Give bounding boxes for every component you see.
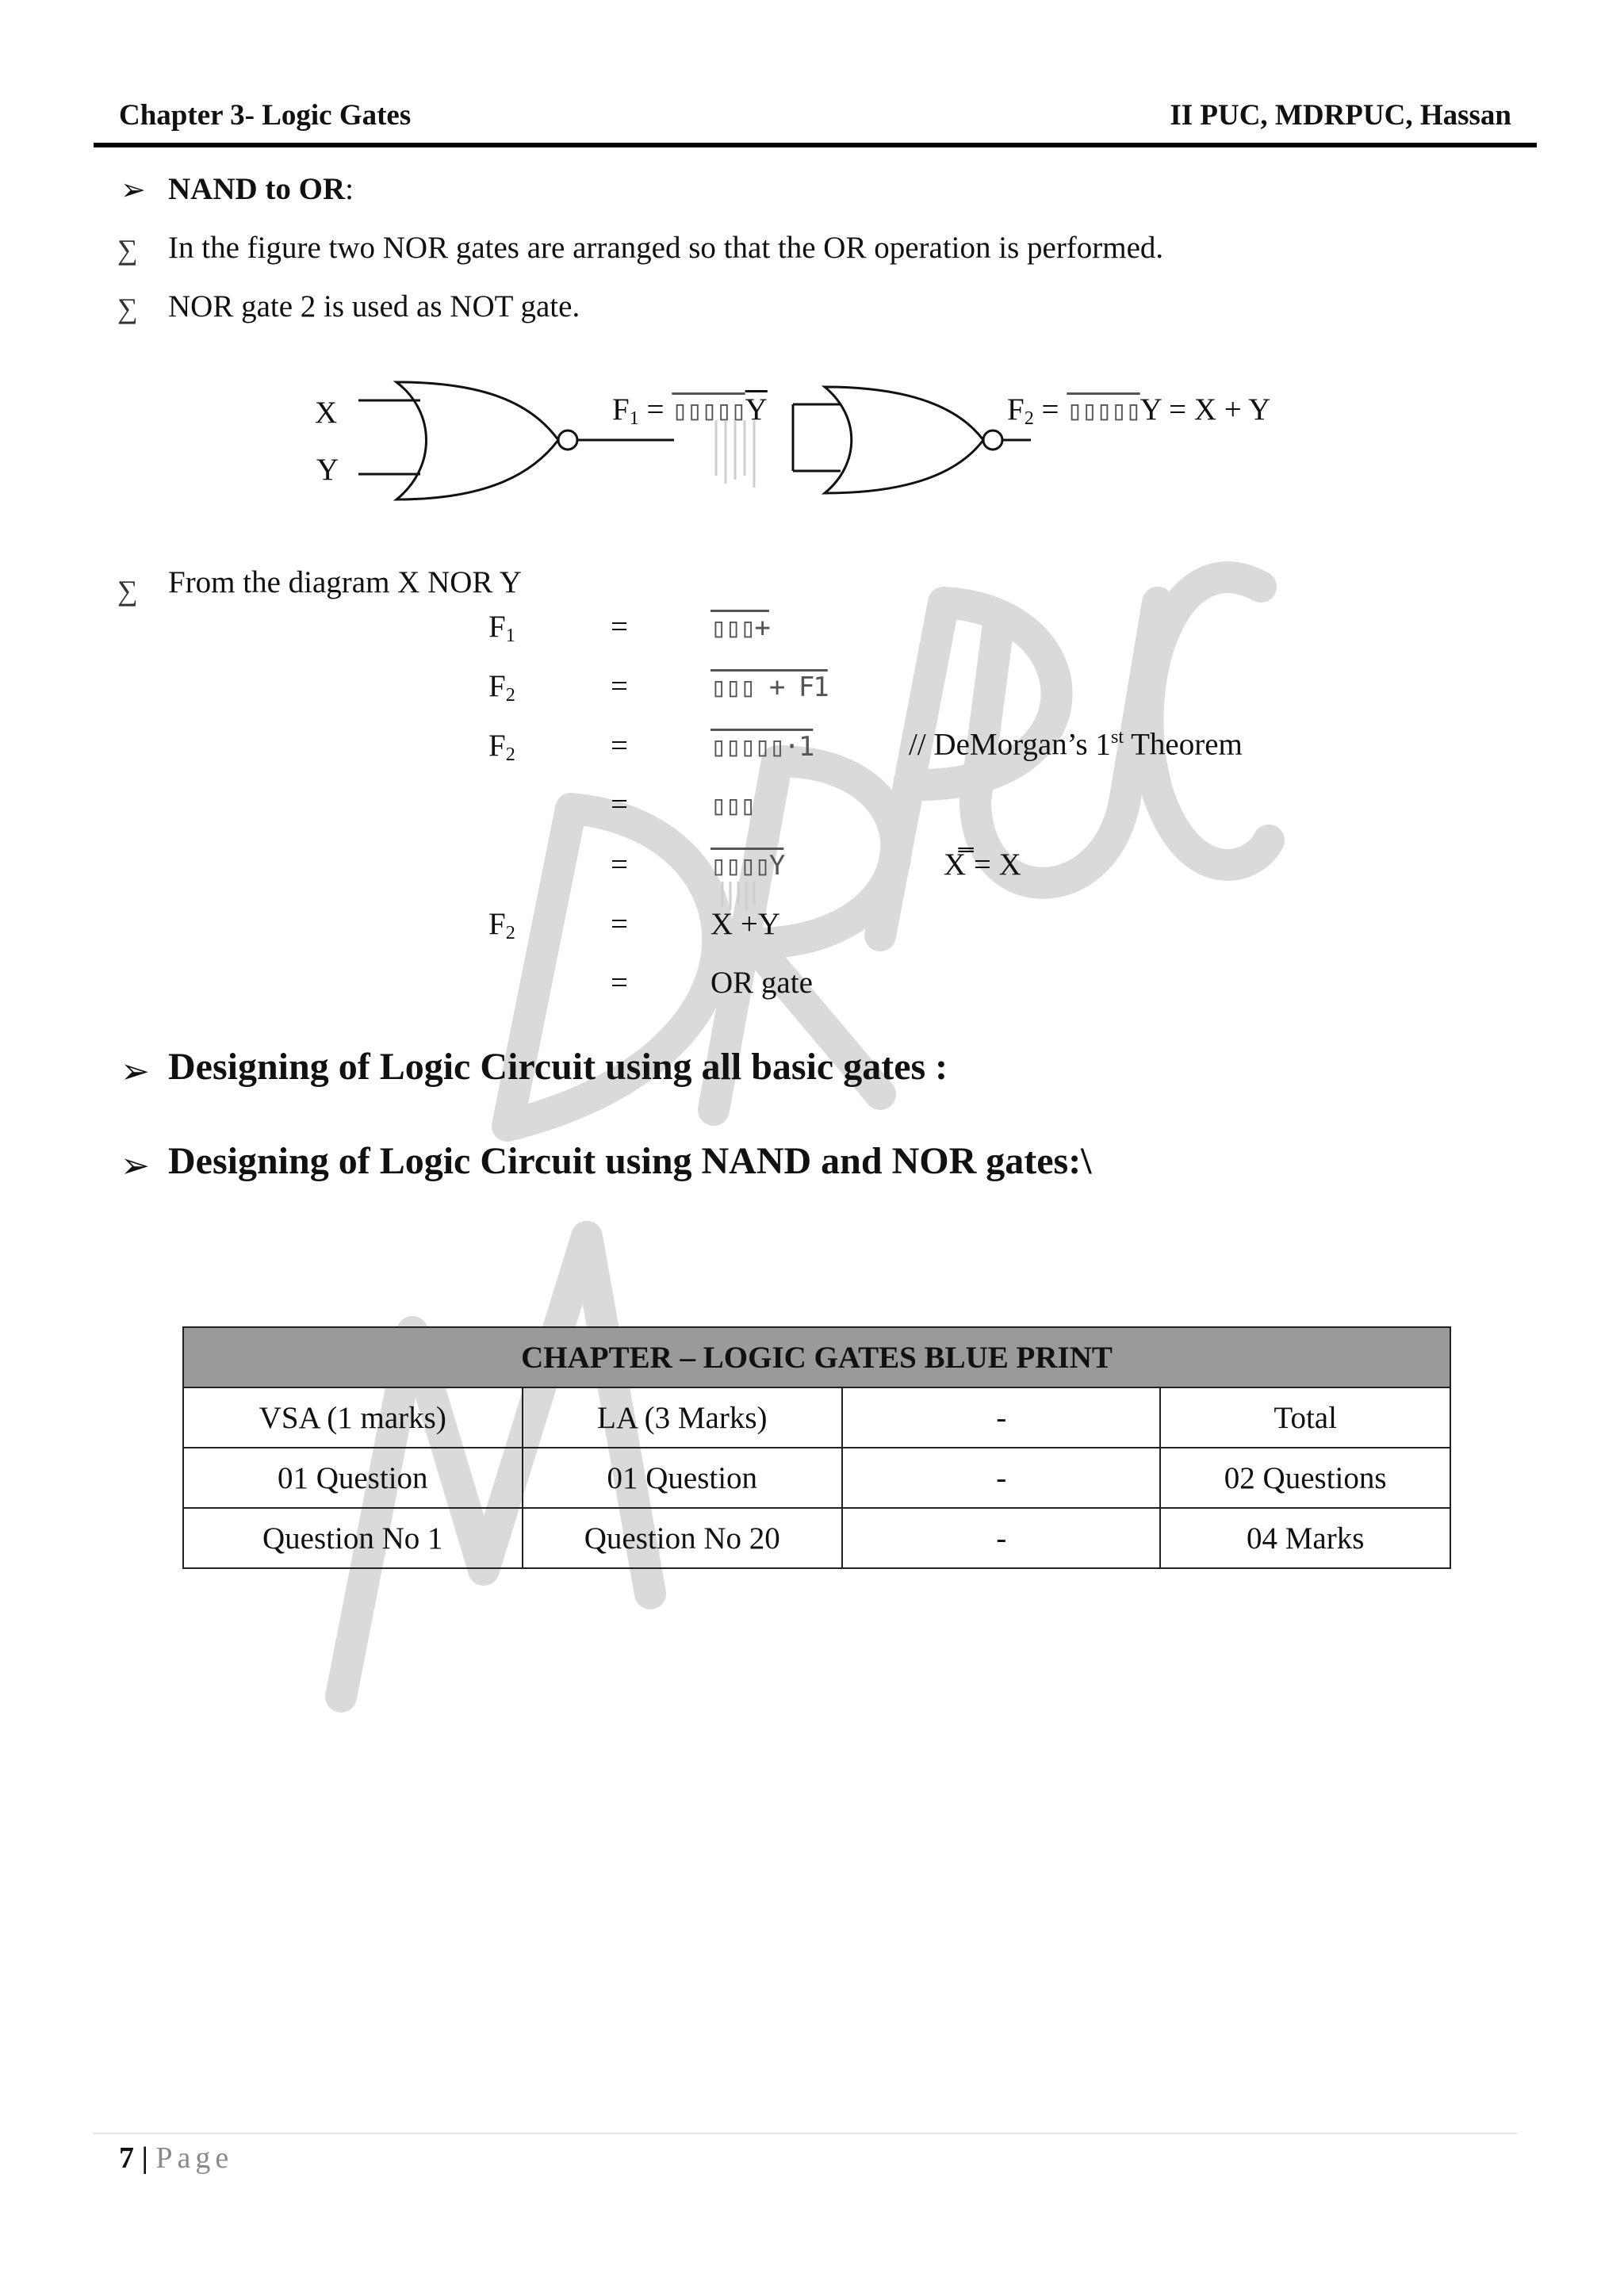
sigma-bullet-icon: ∑ [117, 575, 138, 607]
input-x-label: X [315, 396, 338, 430]
f2-expression [1007, 392, 1270, 430]
table-cell: LA (3 Marks) [523, 1387, 843, 1448]
section-title [168, 171, 354, 207]
row-lhs-sub: 2 [505, 922, 515, 944]
table-cell: 01 Question [523, 1448, 843, 1508]
blueprint-table [182, 1326, 1451, 1569]
table-title: CHAPTER – LOGIC GATES BLUE PRINT [183, 1327, 1450, 1387]
row-equals: = [611, 966, 628, 1000]
heading-nand-nor-gates: Designing of Logic Circuit using NAND and NOR gates:\ [168, 1140, 1092, 1182]
table-row [183, 1448, 1450, 1508]
page-separator: | [134, 2141, 156, 2175]
section-title-suffix: : [345, 172, 354, 206]
f2-garbled-expression: ▯▯▯▯▯ [1067, 395, 1140, 427]
row-rhs: ▯▯▯▯▯·1 [710, 731, 814, 763]
row-equals: = [611, 907, 628, 941]
table-cell: Question No 1 [183, 1508, 523, 1568]
note-text-tail: Theorem [1124, 727, 1243, 762]
bullet-text: NOR gate 2 is used as NOT gate. [168, 289, 580, 323]
table-cell: 04 Marks [1160, 1508, 1450, 1568]
demorgan-note [909, 726, 1243, 763]
row-lhs: F [488, 610, 506, 644]
note-text: // DeMorgan’s 1 [909, 727, 1111, 762]
derivation-row-6 [488, 906, 515, 944]
row-lhs-sub: 1 [505, 625, 515, 647]
derivation-row-2 [488, 668, 515, 706]
row-rhs: ▯▯▯▯Y [710, 850, 784, 882]
arrow-bullet-icon: ➢ [121, 1052, 150, 1091]
header-chapter-title: Chapter 3- Logic Gates [119, 99, 412, 132]
heading-basic-gates: Designing of Logic Circuit using all basic gates : [168, 1046, 948, 1088]
page-word: Page [155, 2141, 234, 2175]
table-cell: Total [1160, 1387, 1450, 1448]
f1-symbol: F [612, 392, 630, 427]
page-number: 7 [119, 2141, 134, 2175]
table-cell: Question No 20 [523, 1508, 843, 1568]
table-cell: VSA (1 marks) [183, 1387, 523, 1448]
header-institution: II PUC, MDRPUC, Hassan [1170, 99, 1511, 132]
footer-rule [94, 2133, 1517, 2134]
derivation-row-1 [488, 609, 515, 647]
f2-symbol: F [1007, 392, 1025, 427]
page-footer [119, 2141, 233, 2175]
input-y-label: Y [316, 453, 339, 487]
table-cell: - [842, 1508, 1160, 1568]
row-rhs: ▯▯▯+ [710, 612, 769, 644]
row-lhs: F [488, 907, 506, 941]
table-cell: - [842, 1387, 1160, 1448]
note-superscript: st [1110, 726, 1124, 748]
row-rhs: X +Y [710, 907, 781, 941]
f1-subscript: 1 [629, 408, 639, 430]
arrow-bullet-icon: ➢ [121, 174, 146, 207]
f2-expr-tail: Y = X + Y [1139, 392, 1271, 427]
f2-subscript: 2 [1024, 408, 1034, 430]
arrow-bullet-icon: ➢ [121, 1146, 150, 1185]
row-rhs: ▯▯▯ + F1 [710, 672, 828, 703]
double-negation-note: X̿ = X [944, 848, 1021, 882]
row-rhs: OR gate [710, 966, 813, 1000]
derivation-row-3 [488, 728, 515, 766]
f1-equals: = [638, 392, 672, 427]
row-lhs: F [488, 669, 506, 703]
row-lhs-sub: 2 [505, 684, 515, 706]
table-title-row [183, 1327, 1450, 1387]
row-equals: = [611, 610, 628, 644]
table-row [183, 1508, 1450, 1568]
row-rhs: ▯▯▯ [710, 790, 755, 821]
row-lhs: F [488, 729, 506, 763]
f1-expr-y: $\overline{Y}$ [745, 392, 768, 427]
table-row [183, 1387, 1450, 1448]
f2-equals: = [1033, 392, 1067, 427]
row-equals: = [611, 787, 628, 821]
sigma-bullet-icon: ∑ [117, 234, 138, 266]
row-equals: = [611, 669, 628, 703]
table-cell: - [842, 1448, 1160, 1508]
bullet-text: In the figure two NOR gates are arranged so that the OR operation is performed. [168, 231, 1164, 265]
f1-garbled-expression: ▯▯▯▯▯ [672, 395, 745, 427]
row-equals: = [611, 848, 628, 882]
row-equals: = [611, 729, 628, 763]
table-cell: 02 Questions [1160, 1448, 1450, 1508]
sigma-bullet-icon: ∑ [117, 293, 138, 324]
row-lhs-sub: 2 [505, 744, 515, 766]
table-cell: 01 Question [183, 1448, 523, 1508]
scan-artifact [710, 420, 789, 499]
derivation-intro: From the diagram X NOR Y [168, 565, 522, 599]
section-title-text: NAND to OR [168, 172, 346, 206]
header-rule [94, 143, 1537, 147]
